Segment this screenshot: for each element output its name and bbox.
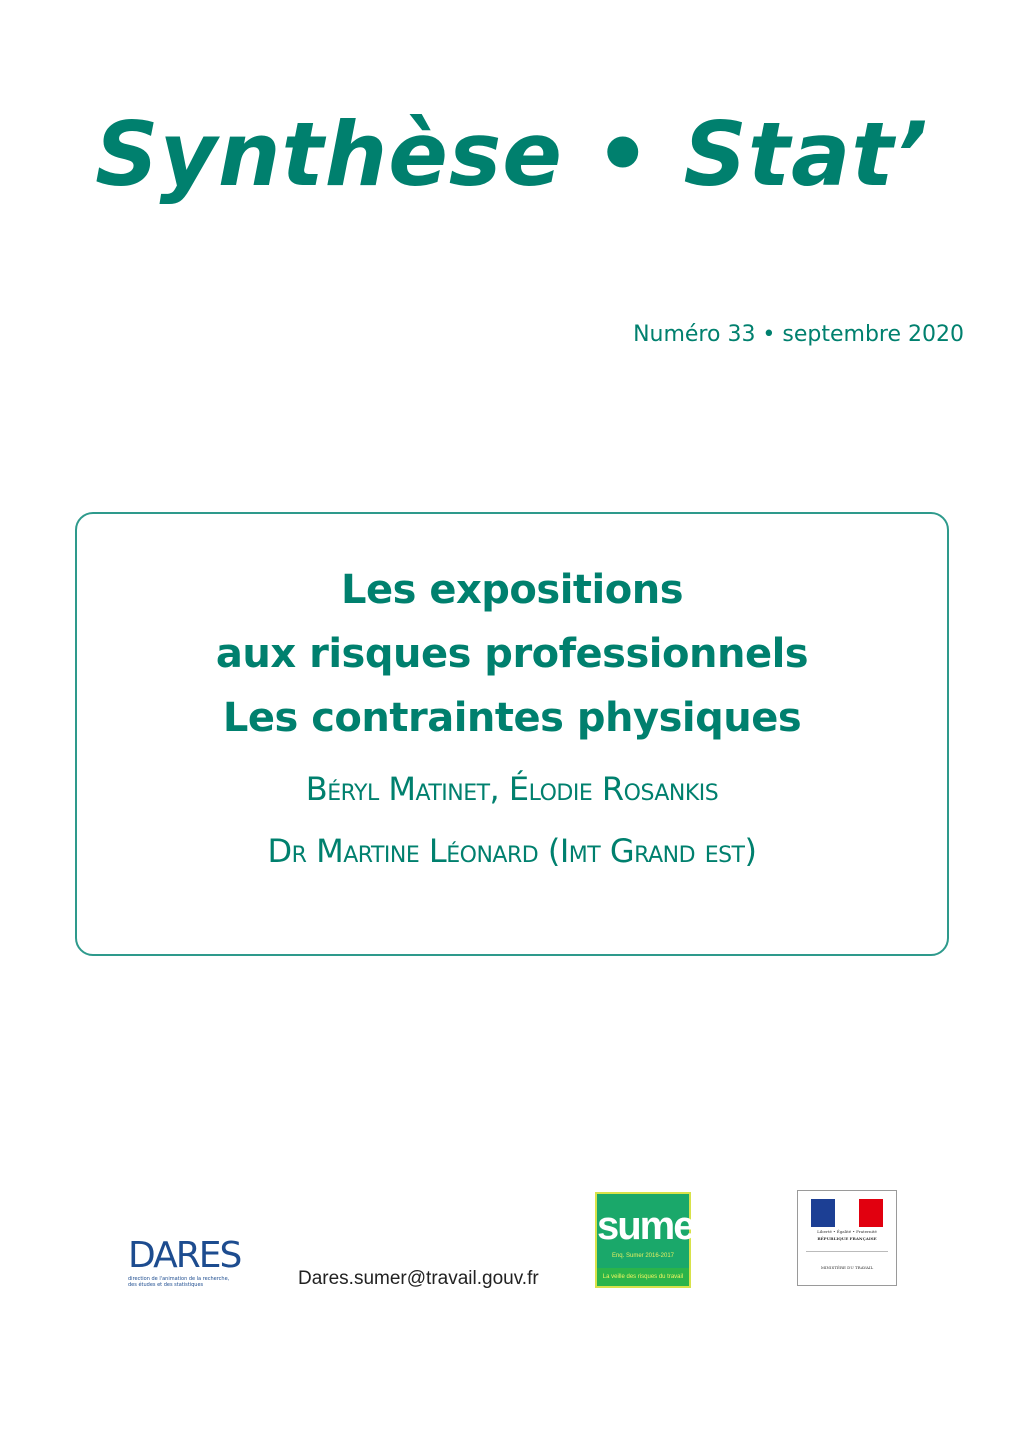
sumer-logo-strip: La veille des risques du travail	[597, 1268, 689, 1286]
ministry-name: MINISTÈRE DU TRAVAIL	[820, 1265, 874, 1270]
title-line-1: Les expositions	[340, 567, 683, 613]
republic-logo-divider	[806, 1251, 888, 1252]
title-line-3: Les contraintes physiques	[222, 695, 802, 741]
sumer-logo-word: sumer	[597, 1204, 708, 1248]
authors-line-1: Béryl Matinet, Élodie Rosankis	[305, 770, 719, 808]
contact-email[interactable]: Dares.sumer@travail.gouv.fr	[298, 1268, 539, 1289]
title-box	[75, 512, 949, 956]
republique-francaise-logo	[797, 1190, 897, 1286]
french-flag-icon	[811, 1199, 883, 1227]
dares-logo-subtitle: direction de l'animation de la recherche, des études et des statistiques	[128, 1276, 230, 1288]
sumer-logo	[595, 1192, 708, 1288]
issue-number-date: Numéro 33 • septembre 2020	[633, 322, 964, 347]
sumer-logo-subtitle: Enq. Sumer 2016-2017	[611, 1253, 675, 1259]
republic-motto: Liberté • Égalité • Fraternité	[817, 1229, 877, 1234]
publication-title	[77, 558, 947, 750]
republic-name: RÉPUBLIQUE FRANÇAISE	[817, 1236, 877, 1241]
authors-line-2: Dr Martine Léonard (Imt Grand est)	[267, 832, 757, 870]
dares-logo-word: DARES	[128, 1235, 241, 1276]
series-title: Synthèse • Stat’	[95, 103, 929, 206]
authors	[77, 758, 947, 882]
title-line-2: aux risques professionnels	[215, 631, 809, 677]
dares-logo	[128, 1235, 241, 1292]
